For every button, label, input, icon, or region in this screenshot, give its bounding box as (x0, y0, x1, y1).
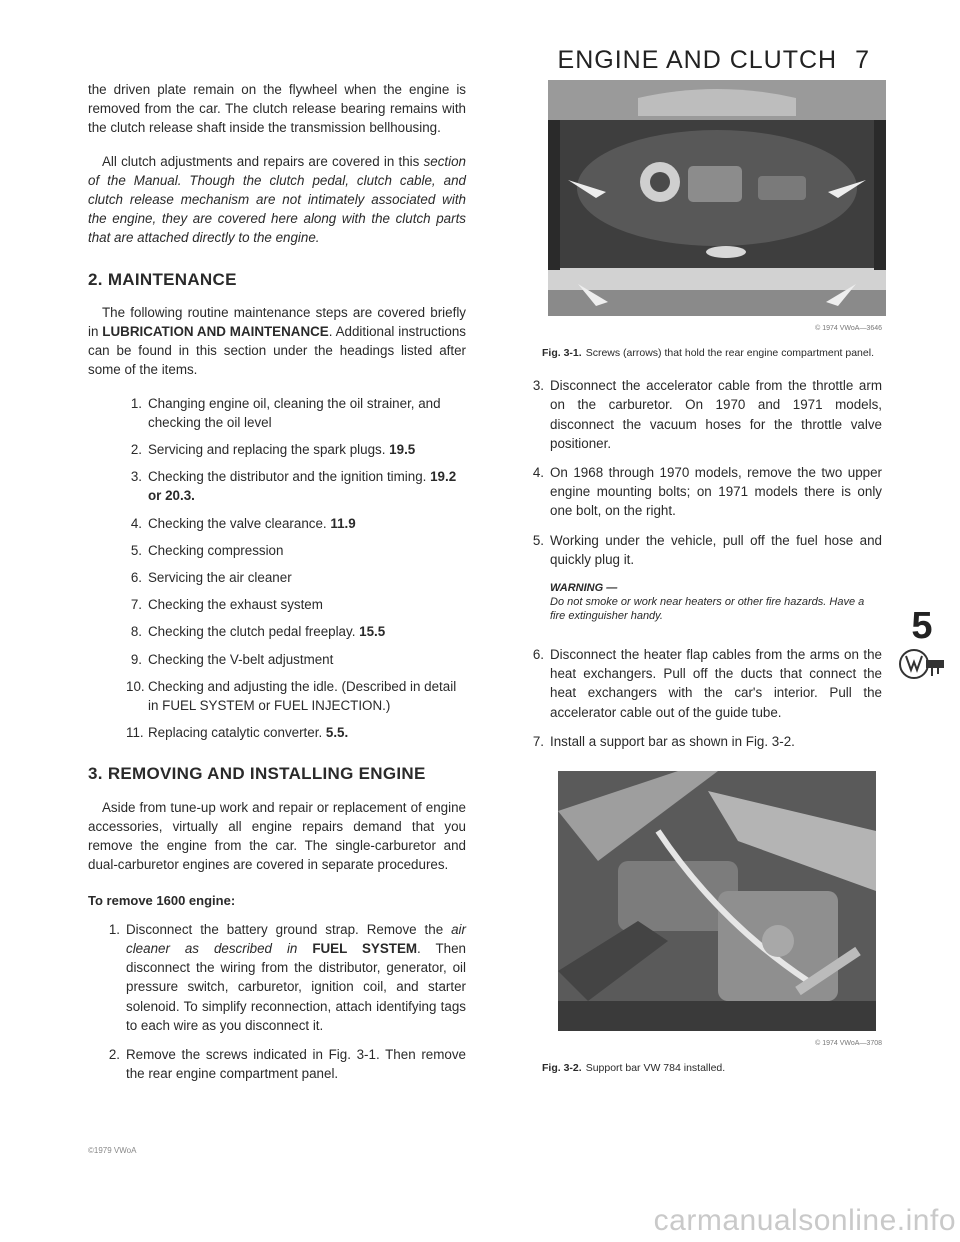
figure-3-2-label: Fig. 3-2. (542, 1062, 582, 1075)
step-item (104, 920, 466, 1035)
list-item-number: 2. (130, 442, 142, 458)
step-ref: FUEL SYSTEM (312, 940, 418, 956)
step-text: Disconnect the heater flap cables from the arms on the heat exchangers. Pull off the ducts that connect the heat exchangers with the car's interior. Pull the accelerator cable out of the guide tube. (550, 647, 882, 720)
step-item (528, 531, 882, 569)
maintenance-list (126, 394, 466, 743)
step-text-rest: . Then disconnect the wiring from the distributor, generator, oil pressure switch, carburetor, ignition coil, and starter solenoid. To simplify reconnection, attach identifying tags to each wire as you disconnect it. (126, 940, 466, 1033)
list-item-number: 10. (126, 678, 145, 694)
section-tab (898, 606, 946, 686)
step-item (528, 732, 882, 751)
figure-3-1-caption (542, 346, 882, 360)
list-item (126, 622, 466, 641)
step-number: 3. (532, 378, 544, 394)
figure-3-2-caption-text: Support bar VW 784 installed. (585, 1062, 726, 1075)
list-item (126, 650, 466, 669)
support-bar-photo (558, 771, 876, 1031)
list-item-ref: 15.5 (359, 624, 386, 640)
step-number: 6. (532, 647, 544, 663)
list-item-number: 7. (130, 597, 142, 613)
step-text: On 1968 through 1970 models, remove the two upper engine mounting bolts; on 1971 models there is only one bolt, on the right. (550, 465, 882, 519)
step-text: Disconnect the battery ground strap. Remove the (126, 921, 452, 937)
list-item-ref: 11.9 (330, 515, 356, 531)
maintenance-heading-text: MAINTENANCE (107, 269, 237, 289)
step-text: Disconnect the accelerator cable from the throttle arm on the carburetor. On 1970 and 1971 models, disconnect the vacuum hoses for the throttle valve positioner. (550, 378, 882, 451)
step-number: 5. (532, 532, 544, 548)
removing-heading-text: REMOVING AND INSTALLING ENGINE (107, 764, 426, 784)
list-item-text: Checking and adjusting the idle. (Described in detail in FUEL SYSTEM or FUEL INJECTION.) (148, 678, 457, 714)
figure-3-1-credit: © 1974 VWoA—3646 (815, 325, 882, 332)
list-item (126, 723, 466, 742)
list-item (126, 514, 466, 533)
procedure-steps (104, 920, 466, 1084)
list-item-number: 11. (126, 725, 144, 741)
removing-paragraph: Aside from tune-up work and repair or replacement of engine accessories, virtually all engine repairs demand that you remove the engine from the car. The single-carburetor and dual-carburetor engines are covered in separate procedures. (88, 799, 466, 873)
step-item (528, 645, 882, 722)
step-number: 7. (532, 733, 544, 749)
page-number: 7 (855, 46, 870, 74)
list-item-text: Replacing catalytic converter. (148, 725, 326, 741)
removing-heading-number: 3. (88, 764, 103, 784)
list-item-number: 9. (130, 651, 142, 667)
list-item (126, 541, 466, 560)
list-item (126, 568, 466, 587)
maintenance-heading (88, 270, 466, 289)
right-column (528, 80, 882, 1091)
copyright-footer: ©1979 VWoA (88, 1146, 137, 1155)
list-item (126, 595, 466, 614)
step-item (528, 463, 882, 521)
list-item (126, 440, 466, 459)
step-number: 2. (108, 1046, 120, 1062)
list-item-number: 8. (130, 624, 142, 640)
step-text: Install a support bar as shown in Fig. 3-2. (550, 733, 795, 749)
page-header (558, 46, 870, 75)
maintenance-heading-number: 2. (88, 269, 103, 289)
list-item-text: Changing engine oil, cleaning the oil strainer, and checking the oil level (148, 395, 441, 430)
warning-title: WARNING — (550, 582, 618, 595)
warning-box (550, 581, 882, 623)
procedure-subheading: To remove 1600 engine: (88, 892, 236, 908)
list-item-number: 1. (130, 395, 142, 411)
figure-3-2-credit: © 1974 VWoA—3708 (815, 1040, 882, 1048)
maintenance-intro-c: . Additional instructions can be found in this section under the headings listed after some of the items. (88, 324, 466, 378)
step-item (528, 376, 882, 453)
procedure-steps-continued (528, 376, 882, 569)
removing-heading (88, 764, 466, 783)
figure-3-2-support-bar (558, 771, 876, 1031)
list-item-ref: 5.5. (325, 725, 349, 741)
clutch-paragraph-b: section of the Manual. Though the clutch pedal, clutch cable, and clutch release mechanism are not intimately associated with the engine, they are covered here along with the clutch parts that are attached directly to the engine. (88, 153, 466, 246)
left-column (88, 80, 466, 1095)
list-item-text: Servicing and replacing the spark plugs. (148, 442, 390, 458)
procedure-steps-final (528, 645, 882, 751)
step-text: Remove the screws indicated in Fig. 3-1. Then remove the rear engine compartment panel. (126, 1046, 466, 1082)
clutch-paragraph (88, 152, 466, 248)
step-text-italic: air cleaner as described in (126, 921, 466, 956)
engine-compartment-photo (548, 80, 886, 316)
step-number: 4. (532, 465, 544, 481)
vw-logo-icon (898, 646, 946, 682)
watermark: carmanualsonline.info (653, 1204, 956, 1237)
maintenance-intro-a: The following routine maintenance steps are covered briefly in (88, 304, 466, 340)
list-item-text: Checking compression (148, 542, 284, 558)
figure-3-1-engine-compartment (548, 80, 886, 316)
clutch-paragraph-a: All clutch adjustments and repairs are covered in this (102, 153, 424, 169)
section-tab-number: 5 (911, 605, 933, 647)
list-item-ref: 19.5 (389, 442, 416, 458)
list-item-number: 3. (130, 469, 142, 485)
list-item-text: Checking the V-belt adjustment (148, 651, 334, 667)
list-item (126, 677, 466, 715)
figure-3-1-label: Fig. 3-1. (542, 347, 582, 360)
list-item-ref: 19.2 or 20.3. (148, 469, 457, 504)
figure-3-2-caption (542, 1061, 882, 1075)
maintenance-intro-ref: LUBRICATION AND MAINTENANCE (102, 324, 329, 340)
list-item-text: Checking the exhaust system (148, 597, 323, 613)
step-text: Working under the vehicle, pull off the fuel hose and quickly plug it. (550, 532, 882, 567)
list-item-text: Checking the valve clearance. (148, 515, 331, 531)
list-item-number: 4. (130, 515, 142, 531)
list-item (126, 467, 466, 505)
list-item-text: Checking the clutch pedal freeplay. (148, 624, 360, 640)
step-item (104, 1045, 466, 1083)
intro-paragraph: the driven plate remain on the flywheel when the engine is removed from the car. The clutch release bearing remains with the clutch release shaft inside the transmission bellhousing. (88, 82, 466, 136)
step-number: 1. (108, 921, 120, 937)
chapter-title: ENGINE AND CLUTCH (557, 46, 838, 74)
figure-3-1-caption-text: Screws (arrows) that hold the rear engine compartment panel. (585, 347, 874, 360)
warning-body: Do not smoke or work near heaters or other fire hazards. Have a fire extinguisher handy. (550, 596, 865, 623)
list-item-text: Servicing the air cleaner (148, 570, 292, 586)
list-item-number: 5. (130, 542, 142, 558)
list-item-text: Checking the distributor and the ignition timing. (148, 469, 431, 485)
list-item (126, 394, 466, 432)
maintenance-intro (88, 303, 466, 380)
list-item-number: 6. (130, 570, 142, 586)
